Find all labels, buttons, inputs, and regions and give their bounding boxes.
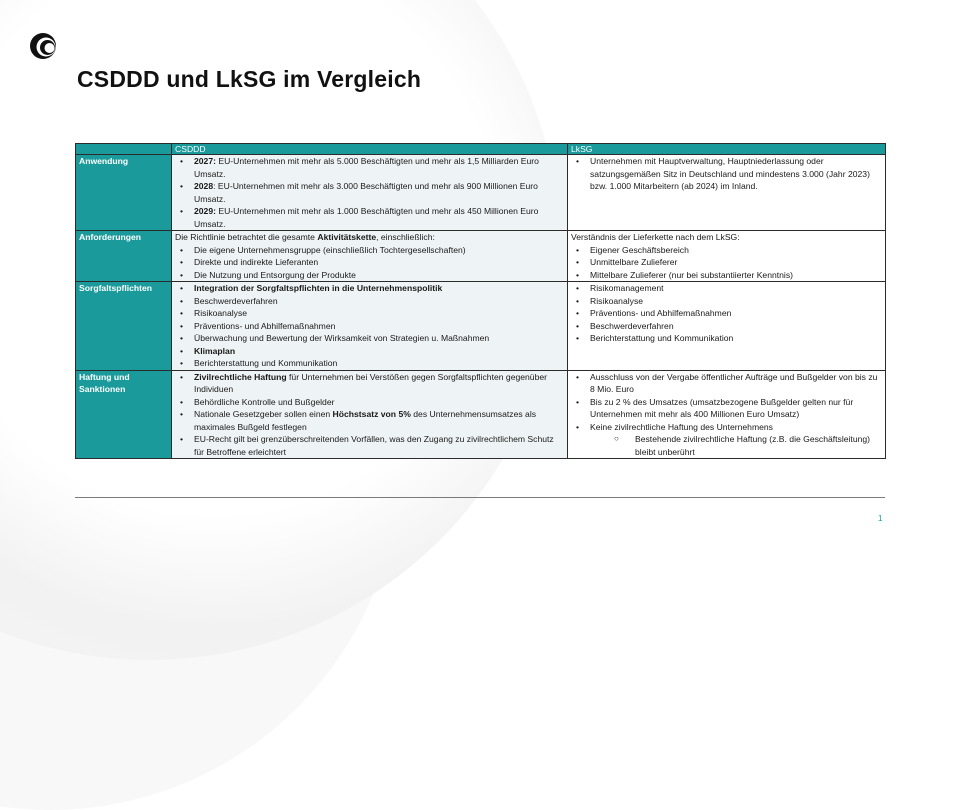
list-item: • 2028: EU-Unternehmen mit mehr als 3.000 Beschäftigten und mehr als 900 Millionen Euro Umsatz. (175, 180, 564, 205)
cell-anwendung-lksg (568, 155, 886, 231)
list-item: • Direkte und indirekte Lieferanten (175, 256, 564, 269)
list-item: • Beschwerdeverfahren (571, 320, 882, 333)
cell-anforderungen-lksg (568, 231, 886, 282)
cell-sorgfalt-csddd (172, 282, 568, 371)
list-item: • Die eigene Unternehmensgruppe (einschließlich Tochtergesellschaften) (175, 244, 564, 257)
cell-haftung-csddd (172, 370, 568, 459)
list-item: • Überwachung und Bewertung der Wirksamkeit von Strategien u. Maßnahmen (175, 332, 564, 345)
list-item: • 2027: EU-Unternehmen mit mehr als 5.000 Beschäftigten und mehr als 1,5 Milliarden Euro Umsatz. (175, 155, 564, 180)
row-label-anwendung: Anwendung (76, 155, 172, 231)
cell-intro: Die Richtlinie betrachtet die gesamte Aktivitätskette, einschließlich: (175, 232, 435, 242)
list-item: • Mittelbare Zulieferer (nur bei substantiierter Kenntnis) (571, 269, 882, 282)
comparison-table (75, 143, 886, 459)
list-item: • Zivilrechtliche Haftung für Unternehmen bei Verstößen gegen Sorgfaltspflichten gegenüber Individuen (175, 371, 564, 396)
list-item: • Berichterstattung und Kommunikation (571, 332, 882, 345)
list-item: • Integration der Sorgfaltspflichten in die Unternehmenspolitik (175, 282, 564, 295)
list-item: • Präventions- und Abhilfemaßnahmen (571, 307, 882, 320)
list-item: • Keine zivilrechtliche Haftung des Unternehmens (571, 421, 882, 434)
cell-anforderungen-csddd (172, 231, 568, 282)
company-logo-icon (28, 31, 58, 61)
list-item: • Risikomanagement (571, 282, 882, 295)
list-item: • Nationale Gesetzgeber sollen einen Höchstsatz von 5% des Unternehmensumsatzes als maximales Bußgeld festlegen (175, 408, 564, 433)
table-row (76, 370, 886, 459)
list-item: • Präventions- und Abhilfemaßnahmen (175, 320, 564, 333)
table-row (76, 282, 886, 371)
list-item: • Klimaplan (175, 345, 564, 358)
sub-list-item: ○ Bestehende zivilrechtliche Haftung (z.B. die Geschäftsleitung) bleibt unberührt (571, 433, 882, 458)
list-item: • Bis zu 2 % des Umsatzes (umsatzbezogene Bußgelder gelten nur für Unternehmen mit mehr als 400 Millionen Euro Umsatz) (571, 396, 882, 421)
header-csddd: CSDDD (172, 144, 568, 155)
footer-divider (75, 497, 885, 498)
row-label-haftung: Haftung und Sanktionen (76, 370, 172, 459)
cell-intro: Verständnis der Lieferkette nach dem LkSG: (571, 232, 740, 242)
header-empty (76, 144, 172, 155)
list-item: • Ausschluss von der Vergabe öffentlicher Aufträge und Bußgelder von bis zu 8 Mio. Euro (571, 371, 882, 396)
list-item: • 2029: EU-Unternehmen mit mehr als 1.000 Beschäftigten und mehr als 450 Millionen Euro Umsatz. (175, 205, 564, 230)
list-item: • EU-Recht gilt bei grenzüberschreitenden Vorfällen, was den Zugang zu zivilrechtlichem Schutz für Betroffene erleichtert (175, 433, 564, 458)
list-item: • Unmittelbare Zulieferer (571, 256, 882, 269)
row-label-anforderungen: Anforderungen (76, 231, 172, 282)
table-row (76, 155, 886, 231)
cell-anwendung-csddd (172, 155, 568, 231)
list-item: • Berichterstattung und Kommunikation (175, 357, 564, 370)
page-title: CSDDD und LkSG im Vergleich (77, 66, 422, 92)
cell-sorgfalt-lksg (568, 282, 886, 371)
row-label-sorgfaltspflichten: Sorgfaltspflichten (76, 282, 172, 371)
list-item: • Eigener Geschäftsbereich (571, 244, 882, 257)
list-item: • Risikoanalyse (175, 307, 564, 320)
list-item: • Risikoanalyse (571, 295, 882, 308)
table-row (76, 231, 886, 282)
list-item: • Unternehmen mit Hauptverwaltung, Hauptniederlassung oder satzungsgemäßen Sitz in Deutschland und mindestens 3.000 (Jahr 2023) bzw. 1.000 Mitarbeitern (ab 2024) im Inland. (571, 155, 882, 193)
list-item: • Beschwerdeverfahren (175, 295, 564, 308)
list-item: • Behördliche Kontrolle und Bußgelder (175, 396, 564, 409)
table-header-row (76, 144, 886, 155)
header-lksg: LkSG (568, 144, 886, 155)
cell-haftung-lksg (568, 370, 886, 459)
page-number: 1 (878, 514, 883, 523)
list-item: • Die Nutzung und Entsorgung der Produkte (175, 269, 564, 282)
